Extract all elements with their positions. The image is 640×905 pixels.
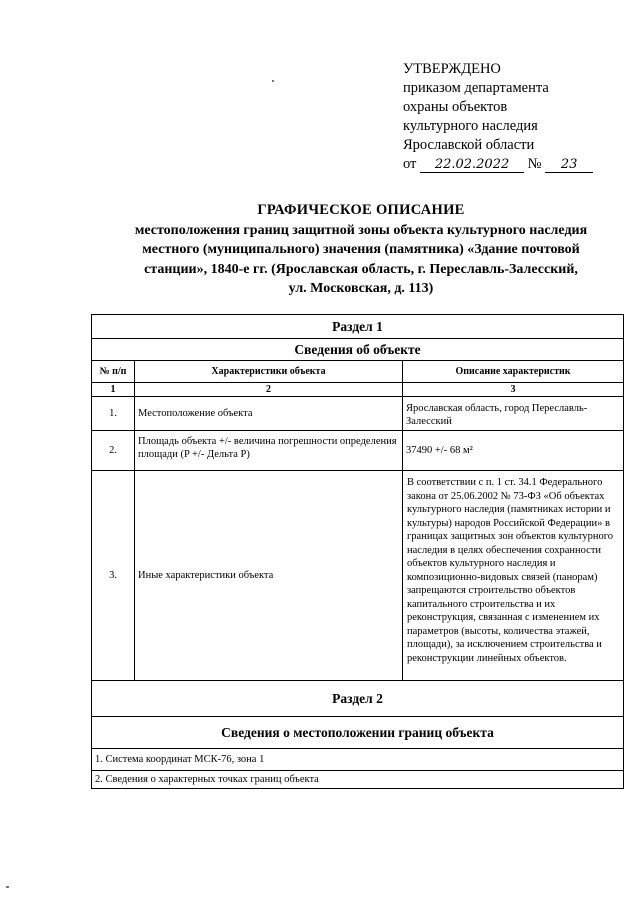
column-header: Описание характеристик bbox=[403, 361, 624, 383]
row-characteristic: Площадь объекта +/- величина погрешности определения площади (P +/- Дельта P) bbox=[135, 431, 403, 471]
approval-date-line bbox=[403, 155, 593, 174]
coordinate-system: 1. Система координат МСК-76, зона 1 bbox=[92, 749, 624, 771]
scan-speck bbox=[6, 886, 9, 888]
title-main: ГРАФИЧЕСКОЕ ОПИСАНИЕ bbox=[257, 202, 465, 218]
row-description: В соответствии с п. 1 ст. 34.1 Федерального закона от 25.06.2002 № 73-ФЗ «Об объектах культурного наследия (памятниках истории и культуры) народов Российской Федерации» в границах защитных зон объектов культурного наследия в целях обеспечения сохранности объектов культурного наследия и композиционно-видовых связей (панорам) запрещаются строительство объектов капитального строительства и их реконструкция, связанная с изменением их параметров (высоты, количества этажей, площади), за исключением строительства и реконструкции линейных объектов. bbox=[403, 471, 624, 681]
section1-label: Раздел 1 bbox=[92, 315, 624, 339]
approval-line: УТВЕРЖДЕНО bbox=[403, 61, 501, 77]
document-title bbox=[100, 201, 622, 299]
title-line: станции», 1840-е гг. (Ярославская область, г. Переславль-Залесский, bbox=[144, 261, 578, 277]
section2-label: Раздел 2 bbox=[92, 681, 624, 717]
handwritten-date: 22.02.2022 bbox=[420, 157, 524, 173]
column-number: 3 bbox=[403, 383, 624, 397]
table-header-row bbox=[92, 361, 624, 383]
title-line: местного (муниципального) значения (памятника) «Здание почтовой bbox=[142, 242, 580, 257]
approval-line: Ярославской области bbox=[403, 137, 535, 153]
table-row bbox=[92, 397, 624, 431]
row-number: 2. bbox=[92, 431, 135, 471]
table-row bbox=[92, 471, 624, 681]
column-number-row bbox=[92, 383, 624, 397]
approval-line: приказом департамента bbox=[403, 80, 549, 96]
row-characteristic: Местоположение объекта bbox=[135, 397, 403, 431]
section2-heading: Сведения о местоположении границ объекта bbox=[92, 717, 624, 749]
handwritten-number: 23 bbox=[545, 157, 593, 173]
row-description: Ярославская область, город Переславль-Залесский bbox=[403, 397, 624, 431]
scan-speck bbox=[272, 80, 274, 82]
column-header: Характеристики объекта bbox=[135, 361, 403, 383]
section1-heading: Сведения об объекте bbox=[92, 339, 624, 361]
table-row bbox=[92, 431, 624, 471]
row-number: 1. bbox=[92, 397, 135, 431]
approval-stamp bbox=[403, 60, 593, 174]
row-number: 3. bbox=[92, 471, 135, 681]
row-description: 37490 +/- 68 м² bbox=[403, 431, 624, 471]
column-number: 2 bbox=[135, 383, 403, 397]
number-prefix: № bbox=[527, 156, 542, 172]
column-header: № п/п bbox=[92, 361, 135, 383]
approval-line: охраны объектов bbox=[403, 99, 508, 115]
title-line: местоположения границ защитной зоны объекта культурного наследия bbox=[134, 222, 588, 238]
description-table bbox=[91, 314, 624, 789]
title-line: ул. Московская, д. 113) bbox=[288, 281, 434, 296]
column-number: 1 bbox=[92, 383, 135, 397]
boundary-points: 2. Сведения о характерных точках границ объекта bbox=[92, 771, 624, 789]
approval-line: культурного наследия bbox=[403, 118, 538, 134]
row-characteristic: Иные характеристики объекта bbox=[135, 471, 403, 681]
date-prefix: от bbox=[403, 156, 417, 172]
